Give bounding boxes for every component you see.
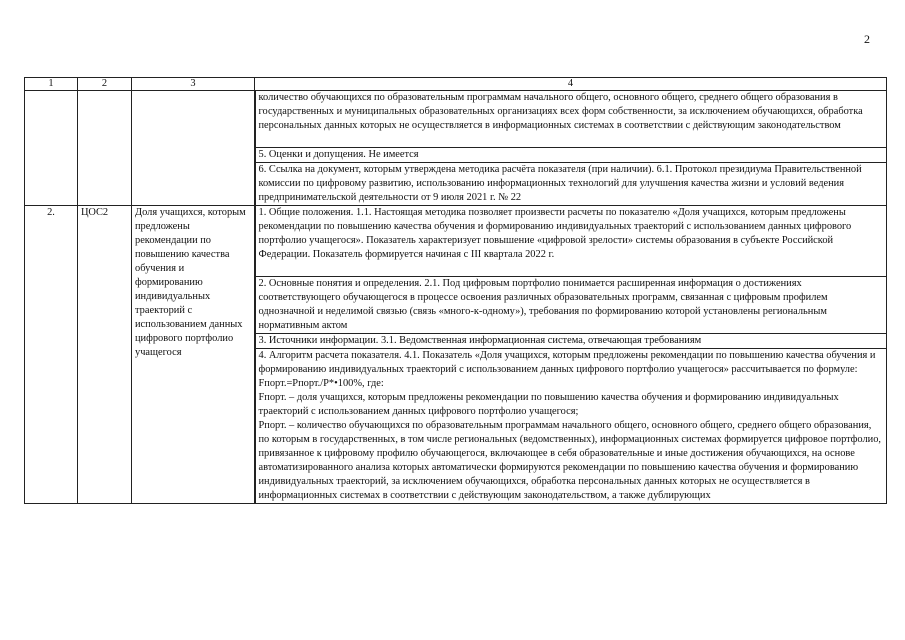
- header-col-1: 1: [25, 78, 78, 91]
- description-cell: 5. Оценки и допущения. Не имеется: [255, 148, 887, 163]
- description-cell: количество обучающихся по образовательным программам начального общего, основного общего, среднего общего образования в государственных и муниципальных образовательных организациях всех форм собственности, за исключением обучающихся, обработка персональных данных которых не осуществляется в информационных системах в соответствии с действующим законодательством: [255, 91, 887, 148]
- algorithm-definition-f: Fпорт. – доля учащихся, которым предложены рекомендации по повышению качества обучения и формированию индивидуальных траекторий с использованием данных цифрового портфолио учащегося;: [258, 392, 839, 417]
- cell-empty-number: [25, 91, 78, 206]
- algorithm-intro: 4. Алгоритм расчета показателя. 4.1. Показатель «Доля учащихся, которым предложены рекомендации по повышению качества обучения и формированию индивидуальных траекторий с использованием данных цифрового портфолио учащегося» рассчитывается по формуле:: [258, 350, 876, 375]
- algorithm-formula: Fпорт.=Pпорт./P*•100%, где:: [258, 378, 384, 389]
- cell-empty-code: [78, 91, 132, 206]
- description-cell: 2. Основные понятия и определения. 2.1. Под цифровым портфолио понимается расширенная информация о достижениях соответствующего обучающегося в процессе освоения различных образовательных программ, связанная с цифровым профилем однозначной и неделимой связью (связь «много-к-одному»), требования по формированию которой установлены региональным нормативным актом: [255, 277, 887, 334]
- indicator-code: ЦОС2: [78, 206, 132, 504]
- algorithm-cell: [255, 349, 887, 504]
- methodology-table: [24, 77, 887, 504]
- indicator-name: Доля учащихся, которым предложены рекомендации по повышению качества обучения и формированию индивидуальных траекторий с использованием данных цифрового портфолио учащегося: [132, 206, 255, 504]
- description-cell: 6. Ссылка на документ, которым утверждена методика расчёта показателя (при наличии). 6.1. Протокол президиума Правительственной комиссии по цифровому развитию, использованию информационных технологий для улучшения качества жизни и условий ведения предпринимательской деятельности от 9 июля 2021 г. № 22: [255, 163, 887, 206]
- cell-empty-name: [132, 91, 255, 206]
- header-col-2: 2: [78, 78, 132, 91]
- indicator-number: 2.: [25, 206, 78, 504]
- header-col-4: 4: [255, 78, 887, 91]
- description-cell: 1. Общие положения. 1.1. Настоящая методика позволяет произвести расчеты по показателю «Доля учащихся, которым предложены рекомендации по повышению качества обучения и формированию индивидуальных траекторий с использованием данных цифрового портфолио учащегося». Показатель характеризует повышение «цифровой зрелости» системы образования в субъекте Российской Федерации. Показатель формируется начиная с III квартала 2022 г.: [255, 206, 887, 277]
- table-row: [25, 206, 887, 277]
- table-row: [25, 91, 887, 148]
- algorithm-definition-p: Pпорт. – количество обучающихся по образовательным программам начального общего, основного общего, среднего общего образования, по которым в государственных, в том числе региональных (ведомственных), информационных системах формируется цифровое портфолио, привязанное к цифровому профилю обучающегося, включающее в себя образовательные и иные достижения обучающихся, на основе автоматизированного анализа которых автоматически формируются рекомендации по повышению качества обучения и формированию индивидуальных траекторий, за исключением обучающихся, обработка персональных данных которых не осуществляется в информационных системах в соответствии с действующим законодательством, а также дублирующих: [258, 420, 882, 501]
- page-number: 2: [864, 32, 870, 46]
- description-cell: 3. Источники информации. 3.1. Ведомственная информационная система, отвечающая требованиям: [255, 334, 887, 349]
- header-col-3: 3: [132, 78, 255, 91]
- header-row: [25, 78, 887, 91]
